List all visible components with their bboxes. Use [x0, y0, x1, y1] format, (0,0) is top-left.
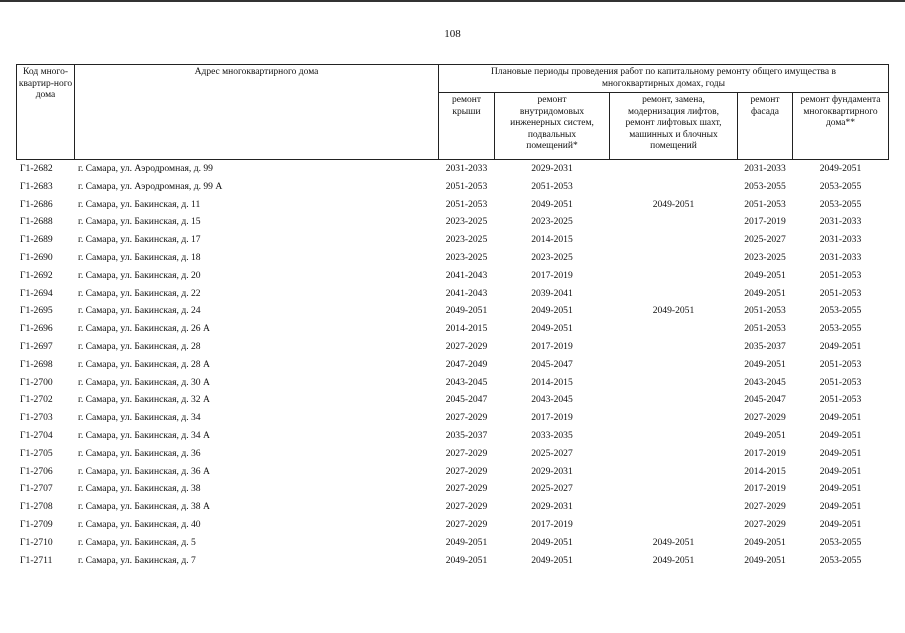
cell-systems: 2017-2019: [531, 412, 573, 424]
cell-code: Г1-2705: [20, 447, 53, 459]
cell-code: Г1-2706: [20, 465, 53, 477]
table-row: [16, 249, 889, 267]
cell-roof: 2035-2037: [445, 429, 488, 441]
table-row: [16, 196, 889, 214]
cell-address: г. Самара, ул. Бакинская, д. 28 А: [78, 358, 210, 370]
table-row: [16, 534, 889, 552]
cell-lifts: 2049-2051: [652, 554, 695, 566]
cell-foundation: 2049-2051: [819, 412, 862, 424]
cell-facade: 2049-2051: [744, 287, 786, 299]
cell-address: г. Самара, ул. Бакинская, д. 36: [78, 447, 201, 459]
cell-code: Г1-2690: [20, 251, 53, 263]
cell-code: Г1-2709: [20, 518, 53, 530]
cell-systems: 2049-2051: [531, 198, 573, 210]
table-row: [16, 391, 889, 409]
table-row: [16, 480, 889, 498]
cell-facade: 2027-2029: [744, 501, 786, 513]
cell-roof: 2043-2045: [445, 376, 488, 388]
cell-roof: 2023-2025: [445, 234, 488, 246]
cell-facade: 2051-2053: [744, 198, 786, 210]
table-row: [16, 160, 889, 178]
cell-facade: 2049-2051: [744, 358, 786, 370]
cell-address: г. Самара, ул. Бакинская, д. 32 А: [78, 394, 210, 406]
cell-facade: 2043-2045: [744, 376, 786, 388]
cell-address: г. Самара, ул. Бакинская, д. 22: [78, 287, 201, 299]
cell-roof: 2027-2029: [445, 465, 488, 477]
table-row: [16, 427, 889, 445]
cell-facade: 2035-2037: [744, 340, 786, 352]
cell-roof: 2051-2053: [445, 180, 488, 192]
header-code: Код много-квартир-ного дома: [16, 64, 75, 160]
cell-facade: 2045-2047: [744, 394, 786, 406]
header-roof: ремонт крыши: [438, 92, 495, 160]
cell-roof: 2027-2029: [445, 340, 488, 352]
cell-address: г. Самара, ул. Бакинская, д. 30 А: [78, 376, 210, 388]
cell-address: г. Самара, ул. Бакинская, д. 5: [78, 536, 196, 548]
cell-address: г. Самара, ул. Бакинская, д. 40: [78, 518, 201, 530]
cell-systems: 2051-2053: [531, 180, 573, 192]
table-row: [16, 516, 889, 534]
header-lifts: ремонт, замена, модернизация лифтов, ремонт лифтовых шахт, машинных и блочных помещений: [609, 92, 738, 160]
cell-code: Г1-2710: [20, 536, 53, 548]
cell-address: г. Самара, ул. Бакинская, д. 38: [78, 483, 201, 495]
cell-lifts: 2049-2051: [652, 198, 695, 210]
cell-code: Г1-2696: [20, 323, 53, 335]
cell-foundation: 2053-2055: [819, 554, 862, 566]
cell-systems: 2029-2031: [531, 465, 573, 477]
cell-code: Г1-2694: [20, 287, 53, 299]
header-facade: ремонт фасада: [737, 92, 793, 160]
page-number: 108: [444, 28, 461, 40]
cell-roof: 2031-2033: [445, 163, 488, 174]
header-address: Адрес многоквартирного дома: [74, 64, 439, 160]
cell-facade: 2051-2053: [744, 305, 786, 317]
table-row: [16, 552, 889, 570]
cell-foundation: 2049-2051: [819, 340, 862, 352]
cell-code: Г1-2707: [20, 483, 53, 495]
cell-systems: 2049-2051: [531, 554, 573, 566]
cell-code: Г1-2692: [20, 269, 53, 281]
table-row: [16, 409, 889, 427]
cell-foundation: 2049-2051: [819, 447, 862, 459]
cell-address: г. Самара, ул. Аэродромная, д. 99 А: [78, 180, 223, 192]
cell-address: г. Самара, ул. Бакинская, д. 20: [78, 269, 201, 281]
table-body: [16, 160, 889, 569]
header-foundation: ремонт фундамента многоквартирного дома**: [792, 92, 889, 160]
cell-code: Г1-2697: [20, 340, 53, 352]
cell-address: г. Самара, ул. Бакинская, д. 17: [78, 234, 201, 246]
cell-facade: 2031-2033: [744, 163, 786, 174]
cell-code: Г1-2683: [20, 180, 53, 192]
cell-address: г. Самара, ул. Бакинская, д. 7: [78, 554, 196, 566]
cell-foundation: 2051-2053: [819, 287, 862, 299]
cell-facade: 2049-2051: [744, 269, 786, 281]
cell-systems: 2049-2051: [531, 305, 573, 317]
cell-address: г. Самара, ул. Бакинская, д. 28: [78, 340, 201, 352]
cell-facade: 2025-2027: [744, 234, 786, 246]
cell-foundation: 2049-2051: [819, 429, 862, 441]
cell-roof: 2023-2025: [445, 251, 488, 263]
cell-roof: 2027-2029: [445, 518, 488, 530]
cell-foundation: 2053-2055: [819, 305, 862, 317]
cell-foundation: 2049-2051: [819, 163, 862, 174]
cell-facade: 2053-2055: [744, 180, 786, 192]
cell-foundation: 2049-2051: [819, 465, 862, 477]
table-header: [16, 64, 889, 160]
cell-foundation: 2051-2053: [819, 376, 862, 388]
cell-facade: 2051-2053: [744, 323, 786, 335]
cell-address: г. Самара, ул. Бакинская, д. 18: [78, 251, 201, 263]
cell-roof: 2027-2029: [445, 483, 488, 495]
cell-foundation: 2049-2051: [819, 483, 862, 495]
table-row: [16, 231, 889, 249]
table-row: [16, 338, 889, 356]
cell-foundation: 2051-2053: [819, 358, 862, 370]
cell-systems: 2017-2019: [531, 269, 573, 281]
cell-foundation: 2053-2055: [819, 536, 862, 548]
cell-facade: 2049-2051: [744, 429, 786, 441]
cell-systems: 2023-2025: [531, 251, 573, 263]
cell-facade: 2049-2051: [744, 554, 786, 566]
cell-address: г. Самара, ул. Бакинская, д. 26 А: [78, 323, 210, 335]
cell-systems: 2017-2019: [531, 518, 573, 530]
cell-facade: 2017-2019: [744, 447, 786, 459]
cell-roof: 2049-2051: [445, 554, 488, 566]
table-row: [16, 374, 889, 392]
header-periods: Плановые периоды проведения работ по капитальному ремонту общего имущества в многоквартирных домах, годы: [438, 64, 889, 93]
cell-roof: 2027-2029: [445, 412, 488, 424]
cell-foundation: 2049-2051: [819, 501, 862, 513]
cell-address: г. Самара, ул. Бакинская, д. 15: [78, 216, 201, 228]
cell-foundation: 2049-2051: [819, 518, 862, 530]
table-row: [16, 498, 889, 516]
table-row: [16, 267, 889, 285]
cell-code: Г1-2708: [20, 501, 53, 513]
top-rule: [0, 0, 905, 2]
cell-systems: 2033-2035: [531, 429, 573, 441]
cell-systems: 2049-2051: [531, 323, 573, 335]
cell-roof: 2027-2029: [445, 501, 488, 513]
cell-systems: 2025-2027: [531, 447, 573, 459]
table-row: [16, 320, 889, 338]
cell-code: Г1-2689: [20, 234, 53, 246]
cell-code: Г1-2682: [20, 163, 53, 174]
cell-code: Г1-2711: [20, 554, 53, 566]
cell-code: Г1-2695: [20, 305, 53, 317]
table-row: [16, 302, 889, 320]
cell-roof: 2051-2053: [445, 198, 488, 210]
cell-roof: 2049-2051: [445, 305, 488, 317]
cell-address: г. Самара, ул. Бакинская, д. 36 А: [78, 465, 210, 477]
header-systems: ремонт внутридомовых инженерных систем, подвальных помещений*: [494, 92, 610, 160]
cell-facade: 2017-2019: [744, 483, 786, 495]
cell-facade: 2017-2019: [744, 216, 786, 228]
cell-foundation: 2031-2033: [819, 251, 862, 263]
table-row: [16, 213, 889, 231]
cell-facade: 2023-2025: [744, 251, 786, 263]
cell-address: г. Самара, ул. Аэродромная, д. 99: [78, 163, 213, 174]
cell-systems: 2029-2031: [531, 501, 573, 513]
cell-systems: 2049-2051: [531, 536, 573, 548]
cell-address: г. Самара, ул. Бакинская, д. 24: [78, 305, 201, 317]
cell-code: Г1-2698: [20, 358, 53, 370]
cell-roof: 2045-2047: [445, 394, 488, 406]
cell-facade: 2049-2051: [744, 536, 786, 548]
cell-roof: 2014-2015: [445, 323, 488, 335]
cell-systems: 2017-2019: [531, 340, 573, 352]
table-row: [16, 463, 889, 481]
cell-systems: 2023-2025: [531, 216, 573, 228]
cell-code: Г1-2686: [20, 198, 53, 210]
cell-foundation: 2051-2053: [819, 394, 862, 406]
cell-systems: 2043-2045: [531, 394, 573, 406]
cell-address: г. Самара, ул. Бакинская, д. 34: [78, 412, 201, 424]
cell-roof: 2023-2025: [445, 216, 488, 228]
cell-facade: 2027-2029: [744, 412, 786, 424]
cell-code: Г1-2688: [20, 216, 53, 228]
cell-address: г. Самара, ул. Бакинская, д. 11: [78, 198, 201, 210]
cell-code: Г1-2702: [20, 394, 53, 406]
cell-systems: 2045-2047: [531, 358, 573, 370]
cell-foundation: 2031-2033: [819, 234, 862, 246]
cell-foundation: 2051-2053: [819, 269, 862, 281]
cell-foundation: 2053-2055: [819, 198, 862, 210]
cell-code: Г1-2704: [20, 429, 53, 441]
cell-systems: 2025-2027: [531, 483, 573, 495]
cell-systems: 2014-2015: [531, 376, 573, 388]
cell-foundation: 2053-2055: [819, 323, 862, 335]
table-row: [16, 285, 889, 303]
cell-address: г. Самара, ул. Бакинская, д. 34 А: [78, 429, 210, 441]
table-row: [16, 445, 889, 463]
cell-roof: 2041-2043: [445, 269, 488, 281]
cell-facade: 2014-2015: [744, 465, 786, 477]
cell-systems: 2029-2031: [531, 163, 573, 174]
table-row: [16, 356, 889, 374]
cell-code: Г1-2700: [20, 376, 53, 388]
cell-lifts: 2049-2051: [652, 536, 695, 548]
cell-systems: 2039-2041: [531, 287, 573, 299]
cell-roof: 2041-2043: [445, 287, 488, 299]
cell-foundation: 2031-2033: [819, 216, 862, 228]
cell-foundation: 2053-2055: [819, 180, 862, 192]
cell-roof: 2047-2049: [445, 358, 488, 370]
cell-address: г. Самара, ул. Бакинская, д. 38 А: [78, 501, 210, 513]
cell-systems: 2014-2015: [531, 234, 573, 246]
cell-facade: 2027-2029: [744, 518, 786, 530]
table-row: [16, 178, 889, 196]
cell-lifts: 2049-2051: [652, 305, 695, 317]
cell-roof: 2049-2051: [445, 536, 488, 548]
cell-code: Г1-2703: [20, 412, 53, 424]
cell-roof: 2027-2029: [445, 447, 488, 459]
